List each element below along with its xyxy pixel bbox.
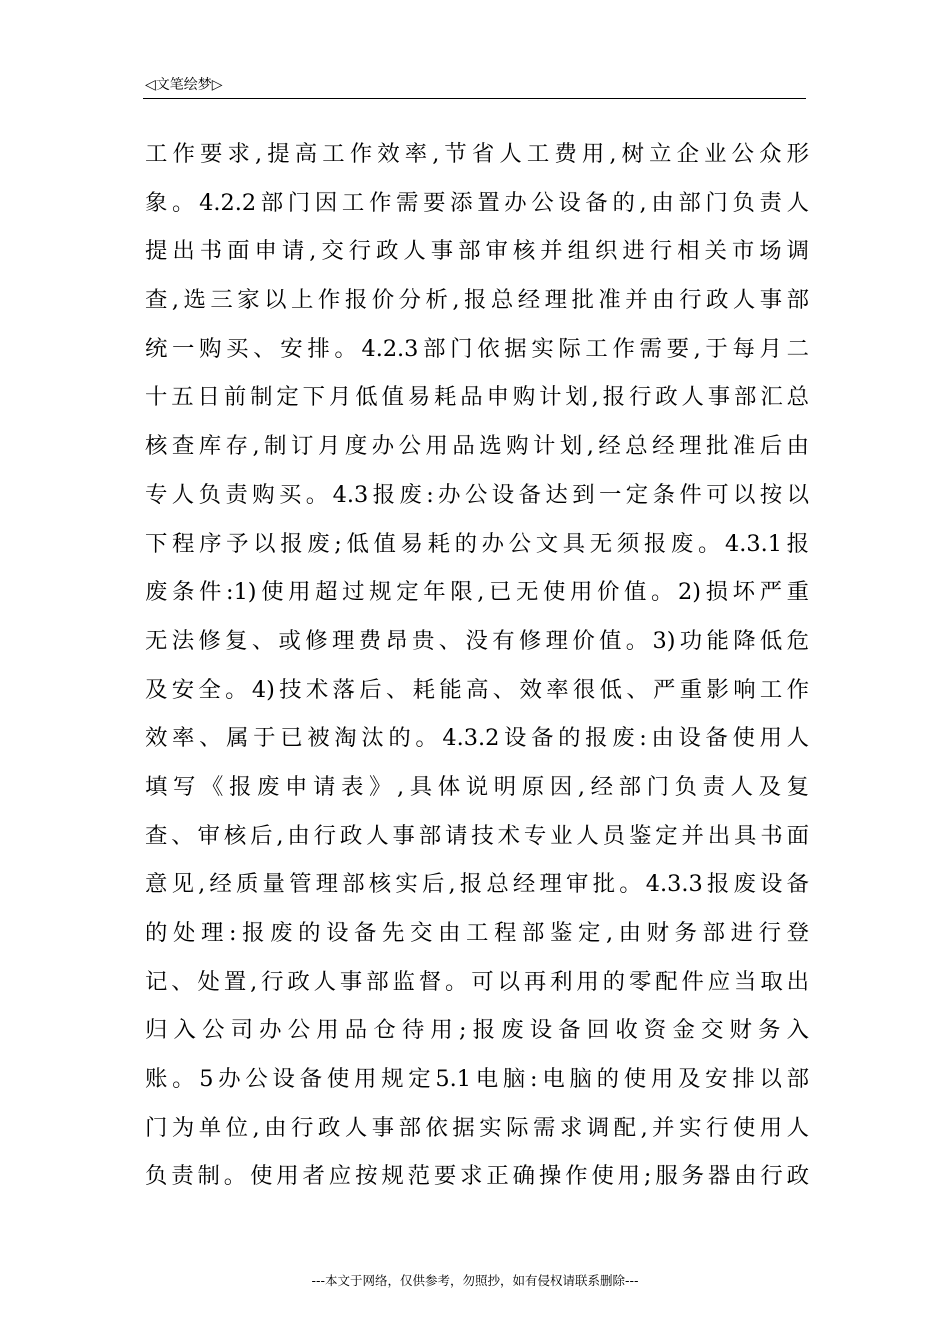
body-line: 记、处置,行政人事部监督。可以再利用的零配件应当取出 (145, 968, 809, 995)
body-line: 象。4.2.2部门因工作需要添置办公设备的,由部门负责人 (145, 189, 809, 216)
body-line: 统一购买、安排。4.2.3部门依据实际工作需要,于每月二 (145, 335, 809, 362)
body-line: 归入公司办公用品仓待用;报废设备回收资金交财务入 (145, 1017, 809, 1044)
body-line: 及安全。4)技术落后、耗能高、效率很低、严重影响工作 (145, 676, 809, 703)
body-line: 查、审核后,由行政人事部请技术专业人员鉴定并出具书面 (145, 822, 809, 849)
body-line: 下程序予以报废;低值易耗的办公文具无须报废。4.3.1报 (145, 530, 809, 557)
body-line: 意见,经质量管理部核实后,报总经理审批。4.3.3报废设备 (145, 871, 809, 898)
body-line: 门为单位,由行政人事部依据实际需求调配,并实行使用人 (145, 1114, 809, 1141)
body-line: 填写《报废申请表》,具体说明原因,经部门负责人及复 (145, 773, 809, 800)
body-line: 废条件:1)使用超过规定年限,已无使用价值。2)损坏严重 (145, 579, 809, 606)
body-line: 提出书面申请,交行政人事部审核并组织进行相关市场调 (145, 238, 809, 265)
document-body (145, 130, 809, 1201)
body-line: 无法修复、或修理费昂贵、没有修理价值。3)功能降低危 (145, 627, 809, 654)
body-line: 查,选三家以上作报价分析,报总经理批准并由行政人事部 (145, 287, 809, 314)
body-line: 专人负责购买。4.3报废:办公设备达到一定条件可以按以 (145, 481, 809, 508)
body-line: 核查库存,制订月度办公用品选购计划,经总经理批准后由 (145, 433, 809, 460)
body-line: 效率、属于已被淘汰的。4.3.2设备的报废:由设备使用人 (145, 725, 809, 752)
header-title: ◁文笔绘梦▷ (145, 77, 223, 93)
body-line: 工作要求,提高工作效率,节省人工费用,树立企业公众形 (145, 141, 809, 167)
page-header (143, 74, 806, 99)
body-line: 负责制。使用者应按规范要求正确操作使用;服务器由行政 (145, 1163, 809, 1190)
page-footer: ---本文于网络，仅供参考，勿照抄，如有侵权请联系删除--- (311, 1273, 639, 1288)
body-line: 账。5办公设备使用规定5.1电脑:电脑的使用及安排以部 (145, 1066, 809, 1093)
body-line: 十五日前制定下月低值易耗品申购计划,报行政人事部汇总 (145, 384, 809, 411)
body-line: 的处理:报废的设备先交由工程部鉴定,由财务部进行登 (145, 920, 809, 946)
